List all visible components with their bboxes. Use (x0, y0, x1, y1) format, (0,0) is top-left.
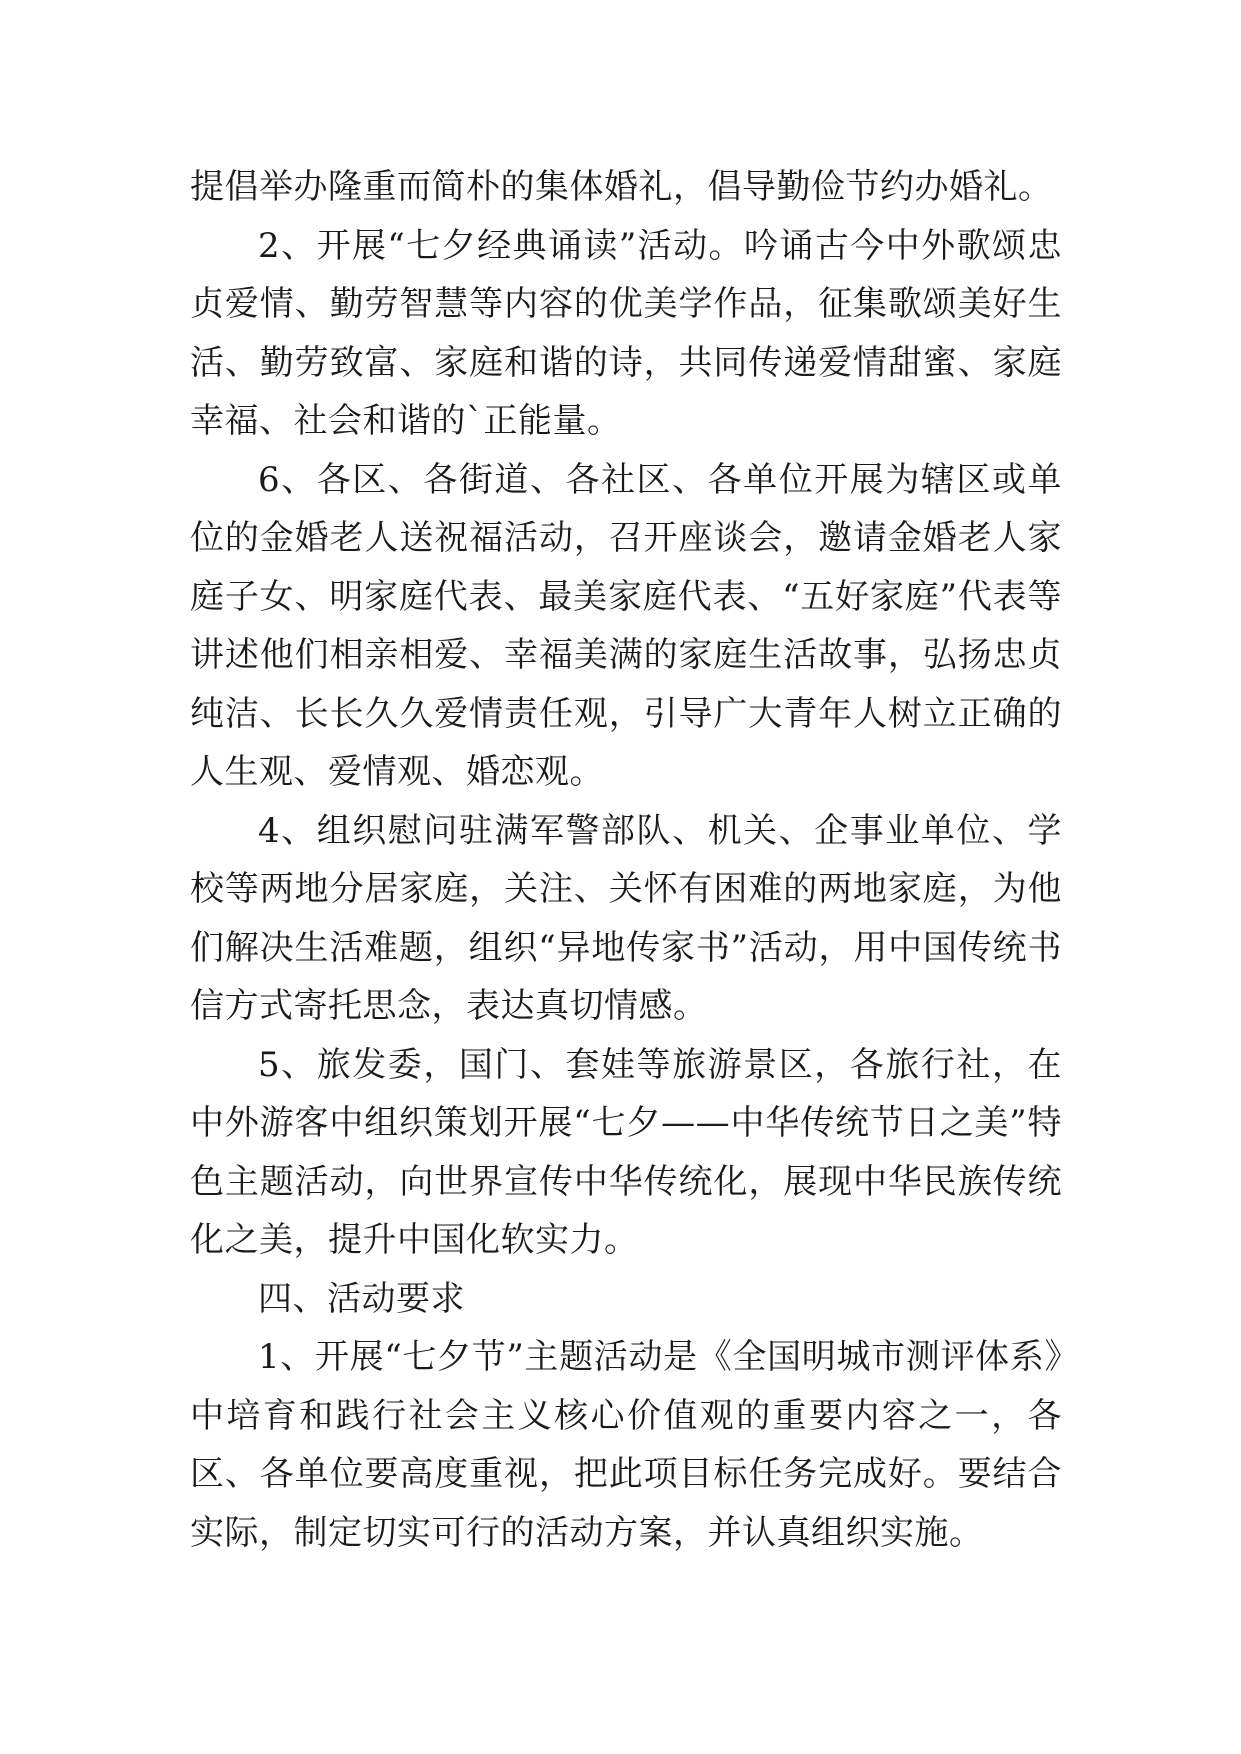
paragraph-item-6-golden-wedding: 6、各区、各街道、各社区、各单位开展为辖区或单位的金婚老人送祝福活动，召开座谈会，邀请金婚老人家庭子女、明家庭代表、最美家庭代表、“五好家庭”代表等讲述他们相亲相爱、幸福美满的家庭生活故事，弘扬忠贞纯洁、长长久久爱情责任观，引导广大青年人树立正确的人生观、爱情观、婚恋观。 (190, 459, 1062, 792)
paragraph-item-2-classic-reading: 2、开展“七夕经典诵读”活动。吟诵古今中外歌颂忠贞爱情、勤劳智慧等内容的优美学作品，征集歌颂美好生活、勤劳致富、家庭和谐的诗，共同传递爱情甜蜜、家庭幸福、社会和谐的`正能量。 (190, 225, 1062, 441)
paragraph-continuation: 提倡举办隆重而简朴的集体婚礼，倡导勤俭节约办婚礼。 (190, 167, 1053, 207)
paragraph-item-5-tourism: 5、旅发委，国门、套娃等旅游景区，各旅行社，在中外游客中组织策划开展“七夕——中华传统节日之美”特色主题活动，向世界宣传中华传统化，展现中华民族传统化之美，提升中国化软实力。 (190, 1044, 1062, 1260)
paragraph-item-4-separated-families: 4、组织慰问驻满军警部队、机关、企事业单位、学校等两地分居家庭，关注、关怀有困难的两地家庭，为他们解决生活难题，组织“异地传家书”活动，用中国传统书信方式寄托思念，表达真切情感。 (190, 810, 1062, 1026)
document-body (190, 158, 1062, 1562)
paragraph-requirement-1: 1、开展“七夕节”主题活动是《全国明城市测评体系》中培育和践行社会主义核心价值观的重要内容之一，各区、各单位要高度重视，把此项目标任务完成好。要结合实际，制定切实可行的活动方案，并认真组织实施。 (190, 1337, 1062, 1553)
section-heading-requirements: 四、活动要求 (258, 1278, 465, 1319)
